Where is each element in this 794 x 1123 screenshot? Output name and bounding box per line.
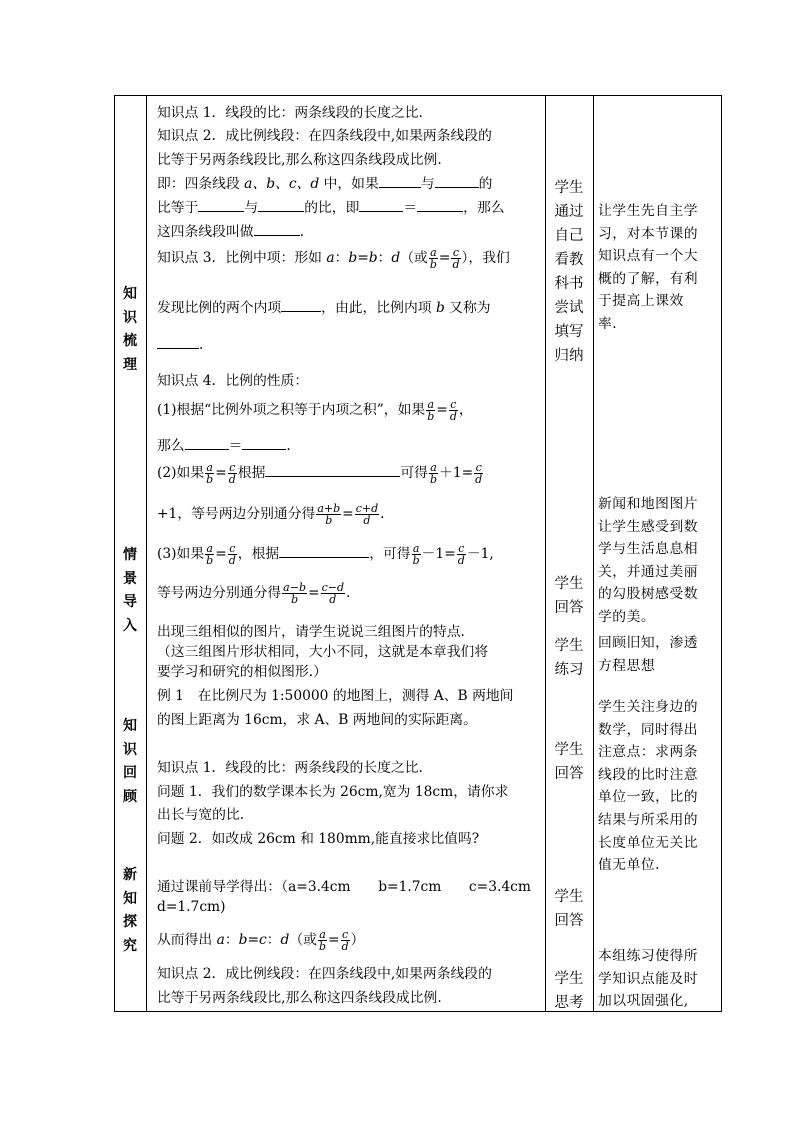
text: . — [299, 224, 304, 240]
col3-line: 学生 — [554, 180, 584, 196]
content-line: 出现三组相似的图片，请学生说说三组图片的特点. — [157, 624, 465, 640]
col3-answer-3 — [546, 885, 592, 933]
note-line: 单位一致，比的 — [598, 789, 699, 806]
text: 比等于 — [157, 200, 199, 216]
note-line: 结果与所采用的 — [598, 811, 699, 828]
fraction — [412, 543, 421, 566]
fill-blank[interactable] — [281, 299, 321, 312]
label-char: 识 — [123, 309, 137, 326]
note-units — [598, 696, 716, 877]
table-divider-col1 — [146, 95, 147, 1012]
fill-blank[interactable] — [359, 199, 403, 212]
table-border-right — [721, 95, 722, 1012]
text: c — [259, 932, 267, 948]
fraction — [341, 929, 350, 952]
content-line — [157, 461, 484, 485]
fraction — [429, 247, 438, 270]
note-practice — [598, 945, 716, 1013]
note-line: 加以巩固强化, — [598, 993, 689, 1010]
text: ），我们 — [461, 250, 510, 266]
note-line: 回顾旧知，渗透 — [598, 635, 699, 651]
text: d — [391, 250, 401, 266]
content-line: d=1.7cm) — [157, 899, 226, 915]
fraction — [429, 462, 438, 485]
col3-line: 自己 — [554, 228, 584, 244]
col3-line: 学生 — [554, 576, 584, 592]
fraction — [318, 929, 327, 952]
note-line: 长度单位无关比 — [598, 834, 699, 851]
fill-blank[interactable] — [198, 199, 244, 212]
fraction — [426, 399, 435, 422]
note-scene-intro — [598, 493, 716, 629]
fraction — [228, 462, 237, 485]
text: ＝ — [403, 200, 418, 216]
fraction — [321, 582, 345, 605]
note-review — [598, 632, 716, 677]
content-line: 知识点 2．成比例线段：在四条线段中,如果两条线段的 — [157, 128, 492, 144]
text: ，可得 — [369, 546, 411, 562]
text: b — [435, 300, 445, 316]
col3-answer-1 — [546, 572, 592, 620]
col3-think — [546, 967, 592, 1015]
text: = — [357, 250, 369, 266]
note-line: 注意点：求两条 — [598, 744, 699, 761]
content-line: 出长与宽的比. — [157, 807, 245, 823]
note-line: 新闻和地图图片 — [598, 496, 699, 512]
text: ＝ — [228, 438, 243, 454]
text: ： — [224, 932, 239, 948]
text: . — [380, 506, 385, 522]
note-line: 本组练习使得所 — [598, 948, 699, 964]
label-char: 识 — [123, 741, 137, 758]
fill-blank[interactable] — [258, 199, 304, 212]
fill-blank[interactable] — [242, 437, 286, 450]
note-line: 学与生活息息相 — [598, 541, 699, 558]
text: ： — [334, 250, 349, 266]
text: 又称为 — [444, 300, 491, 316]
note-line: 学知识点能及时 — [598, 970, 699, 987]
numerator: c — [229, 542, 236, 555]
content-line: 知识点 1．线段的比：两条线段的长度之比. — [157, 105, 423, 121]
text: b — [238, 932, 248, 948]
text: 等号两边分别通分得 — [157, 585, 282, 601]
content-line: 知识点 1．线段的比：两条线段的长度之比. — [157, 760, 423, 776]
content-line — [157, 336, 203, 353]
text: = — [215, 465, 227, 481]
denominator: b — [427, 410, 435, 423]
fraction — [205, 543, 214, 566]
denominator: b — [318, 940, 327, 953]
denominator: d — [228, 554, 236, 567]
content-line: 问题 1．我们的数学课本长为 26cm,宽为 18cm，请你求 — [157, 784, 509, 800]
text: （或 — [289, 932, 317, 948]
denominator: b — [412, 554, 420, 567]
text: 与 — [244, 200, 259, 216]
text: ， — [458, 402, 473, 418]
numerator: a — [319, 928, 326, 941]
numerator: c−d — [321, 581, 344, 594]
content-line: 知识点 2．成比例线段：在四条线段中,如果两条线段的 — [157, 966, 492, 982]
text: 可得 — [400, 465, 428, 481]
text: 发现比例的两个内项 — [157, 300, 282, 316]
col3-practice — [546, 634, 592, 682]
text: －1 — [421, 546, 445, 562]
text: = — [308, 585, 320, 601]
fill-blank[interactable] — [254, 223, 300, 236]
content-line: 要学习和研究的相似图形.） — [157, 664, 327, 680]
content-line: 例 1 在比例尺为 1:50000 的地图上，测得 A、B 两地间 — [157, 688, 514, 704]
text: = — [438, 250, 451, 266]
note-line: 数学，同时得出 — [598, 721, 699, 738]
col3-self-study — [546, 176, 592, 368]
numerator: a — [412, 542, 420, 555]
fill-blank[interactable] — [435, 175, 479, 188]
label-char: 顾 — [123, 788, 137, 805]
content-line — [157, 581, 350, 605]
denominator: d — [457, 554, 465, 567]
label-char: 理 — [123, 356, 137, 373]
text: b — [348, 250, 358, 266]
content-line — [157, 398, 473, 422]
numerator: c — [452, 246, 460, 259]
fraction — [449, 399, 458, 422]
content-line — [157, 220, 304, 240]
label-char: 知 — [123, 890, 137, 907]
col3-line: 学生 — [554, 971, 584, 987]
col3-line: 回答 — [554, 600, 584, 616]
text: = — [461, 465, 474, 481]
note-line: 学生关注身边的 — [598, 699, 699, 715]
denominator: d — [452, 258, 460, 271]
text: ＋1 — [439, 465, 462, 481]
text: ，根据 — [237, 546, 280, 562]
text: 知识点 3．比例中项：形如 — [157, 250, 327, 266]
fraction — [228, 543, 237, 566]
denominator: d — [475, 473, 483, 486]
text: . — [199, 337, 204, 353]
text: （或 — [400, 250, 428, 266]
col3-answer-2 — [546, 738, 592, 786]
note-line: 关，并通过美丽 — [598, 563, 699, 580]
text: ） — [350, 932, 365, 948]
numerator: a+b — [317, 502, 341, 515]
col3-line: 回答 — [554, 913, 584, 929]
text: 与 — [420, 176, 435, 192]
col3-line: 回答 — [554, 766, 584, 782]
text: = — [328, 932, 340, 948]
denominator: b — [206, 473, 214, 486]
label-qingjing-daoru — [114, 544, 146, 638]
note-line: 值无单位. — [598, 857, 661, 874]
text: ： — [266, 932, 281, 948]
text: = — [215, 546, 227, 562]
fraction — [474, 462, 483, 485]
text: ，由此，比例内项 — [321, 300, 436, 316]
text: ，那么 — [463, 200, 505, 216]
label-char: 情 — [123, 547, 137, 563]
numerator: c — [458, 542, 465, 555]
note-line: 习，对本节课的 — [598, 225, 699, 242]
label-char: 梳 — [123, 333, 137, 349]
note-self-study — [598, 200, 716, 336]
label-char: 究 — [123, 937, 137, 954]
text: 即：四条线段 — [157, 176, 245, 192]
label-char: 导 — [123, 594, 137, 610]
fill-blank[interactable] — [157, 336, 199, 349]
fill-blank[interactable] — [417, 199, 463, 212]
content-line: 通过课前导学得出：（a=3.4cm b=1.7cm c=3.4cm — [157, 879, 531, 895]
denominator: b — [291, 593, 299, 606]
denominator: b — [429, 473, 438, 486]
note-line: 于提高上课效 — [598, 293, 684, 310]
label-char: 新 — [123, 867, 137, 883]
denominator: d — [449, 410, 457, 423]
fill-blank[interactable] — [379, 175, 421, 188]
label-char: 探 — [123, 914, 137, 930]
text: . — [345, 585, 351, 601]
content-line: 比等于另两条线段比,那么称这四条线段成比例. — [157, 990, 442, 1006]
content-line: 的图上距离为 16cm，求 A、B 两地间的实际距离。 — [157, 712, 477, 728]
text: = — [436, 402, 448, 418]
note-line: 线段的比时注意 — [598, 766, 699, 783]
text: +1，等号两边分别通分得 — [157, 506, 316, 522]
denominator: d — [363, 514, 371, 527]
label-char: 入 — [123, 617, 137, 634]
fraction — [451, 247, 460, 270]
fraction — [316, 503, 341, 526]
text: (1)根据“比例外项之积等于内项之积”，如果 — [157, 402, 426, 418]
numerator: a — [430, 461, 437, 474]
content-line — [157, 502, 385, 526]
numerator: a — [206, 542, 213, 555]
text: = — [247, 932, 260, 948]
text: 中，如果 — [319, 176, 379, 192]
fraction — [457, 543, 466, 566]
col3-line: 思考 — [554, 995, 584, 1011]
col3-line: 通过 — [554, 204, 584, 220]
text: 根据 — [237, 465, 266, 481]
note-line: 知识点有一个大 — [598, 248, 699, 265]
col3-line: 尝试 — [554, 300, 584, 316]
denominator: b — [429, 258, 437, 271]
text: = — [444, 546, 456, 562]
denominator: d — [329, 593, 337, 606]
numerator: a — [430, 246, 437, 259]
label-zhishi-shuli — [114, 283, 146, 377]
content-line — [157, 542, 494, 566]
text: (2)如果 — [157, 465, 205, 481]
fraction — [205, 462, 214, 485]
note-line: 的勾股树感受数 — [598, 586, 699, 603]
text: b — [368, 250, 378, 266]
content-line — [157, 928, 364, 952]
text: (3)如果 — [157, 546, 205, 562]
col3-line: 归纳 — [554, 348, 584, 364]
table-border-top — [114, 95, 722, 96]
note-line: 学的美。 — [598, 608, 656, 625]
text: . — [286, 438, 291, 454]
fill-blank[interactable] — [265, 464, 400, 477]
col3-line: 科书 — [554, 276, 584, 292]
content-line — [157, 172, 492, 192]
note-line: 方程思想 — [598, 657, 656, 674]
content-line: （这三组图片形状相同，大小不同，这就是本章我们将 — [157, 644, 489, 660]
numerator: a — [427, 398, 434, 411]
label-zhishi-huigu — [114, 715, 146, 809]
text: 那么 — [157, 438, 185, 454]
table-divider-col3 — [593, 95, 594, 1012]
col3-line: 填写 — [554, 324, 584, 340]
text: a、b、c、d — [244, 176, 320, 192]
content-line — [157, 196, 505, 216]
note-line: 让学生感受到数 — [598, 518, 699, 535]
text: －1, — [466, 546, 494, 562]
denominator: b — [206, 554, 214, 567]
text: ： — [377, 250, 392, 266]
text: 这四条线段叫做 — [157, 224, 254, 240]
content-line — [157, 434, 291, 454]
col3-line: 学生 — [554, 889, 584, 905]
label-char: 景 — [123, 570, 137, 587]
label-char: 知 — [123, 286, 137, 302]
denominator: d — [341, 940, 349, 953]
text: a — [326, 250, 335, 266]
fill-blank[interactable] — [185, 437, 229, 450]
numerator: a−b — [283, 581, 306, 594]
numerator: c — [450, 398, 457, 411]
fraction — [355, 503, 379, 526]
text: a — [216, 932, 225, 948]
note-line: 率. — [598, 315, 618, 332]
label-char: 知 — [123, 718, 137, 734]
numerator: c — [475, 461, 482, 474]
text: 从而得出 — [157, 932, 217, 948]
note-line: 让学生先自主学 — [598, 203, 699, 219]
content-line: 问题 2．如改成 26cm 和 180mm,能直接求比值吗? — [157, 831, 480, 847]
text: 的比，即 — [304, 200, 360, 216]
col3-line: 学生 — [554, 638, 584, 654]
text: d — [280, 932, 290, 948]
label-xinzhi-tanjiu — [114, 864, 146, 958]
numerator: c — [342, 928, 349, 941]
col3-line: 练习 — [554, 662, 584, 678]
denominator: b — [325, 514, 333, 527]
content-line: 知识点 4．比例的性质： — [157, 373, 309, 389]
note-line: 概的了解，有利 — [598, 270, 699, 287]
col3-line: 学生 — [554, 742, 584, 758]
label-char: 回 — [123, 765, 137, 781]
numerator: a — [206, 461, 213, 474]
content-line — [157, 296, 491, 316]
numerator: c+d — [355, 502, 379, 515]
text: 的 — [478, 176, 493, 192]
fraction — [282, 582, 307, 605]
content-line: 比等于另两条线段比,那么称这四条线段成比例. — [157, 152, 442, 168]
fill-blank[interactable] — [279, 545, 369, 558]
text: = — [342, 506, 354, 522]
numerator: c — [229, 461, 236, 474]
denominator: d — [228, 473, 236, 486]
content-line — [157, 246, 510, 270]
col3-line: 看教 — [554, 252, 584, 268]
